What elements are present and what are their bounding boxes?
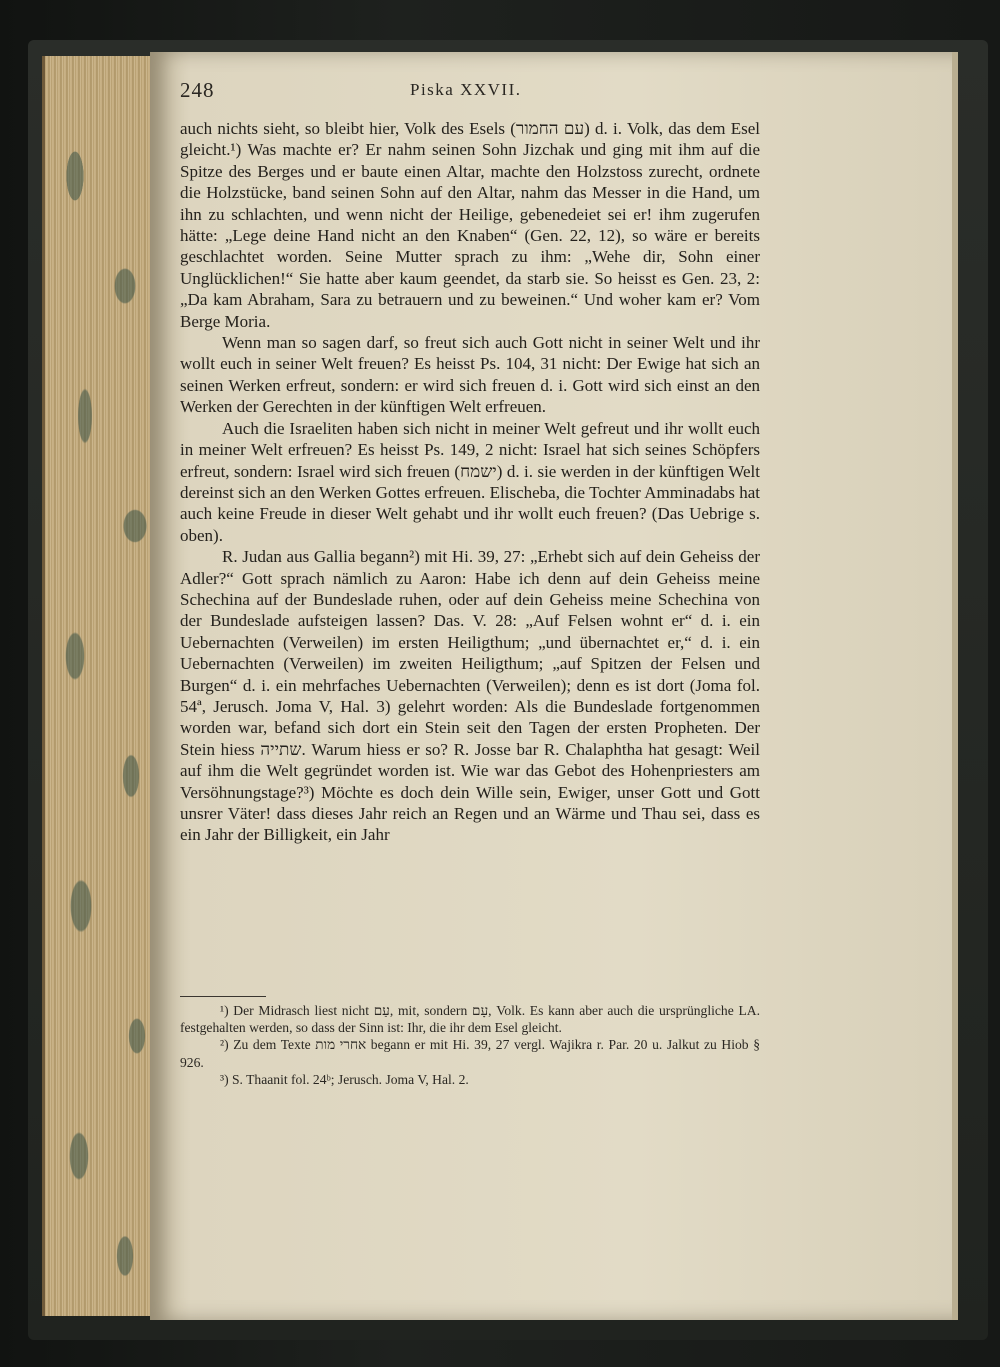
marbling-pattern <box>45 56 165 1316</box>
paragraph: Auch die Israeliten haben sich nicht in meiner Welt gefreut und ihr wollt euch in meiner Welt erfreuen? Es heisst Ps. 149, 2 nicht: Israel hat sich seines Schöpfers erfreut, sondern: Israel wird sich freuen (ישמח) d. i. sie werden in der künftigen Welt dereinst sich an den Werken Gottes erfreuen. Elischeba, die Tochter Amminadabs hat auch keine Freude in dieser Welt gehabt und ihr wollt euch freuen? (Das Uebrige s. oben). <box>180 418 761 545</box>
footnote-rule <box>180 996 266 997</box>
page-number: 248 <box>180 78 215 102</box>
footnote: ²) Zu dem Texte אחרי מות begann er mit Hi. 39, 27 vergl. Wajikra r. Par. 20 u. Jalkut zu Hiob § 926. <box>180 1037 761 1070</box>
marbled-page-edges <box>42 56 165 1316</box>
body-text <box>180 118 760 846</box>
footnote: ¹) Der Midrasch liest nicht עַם, mit, sondern עָם, Volk. Es kann aber auch die ursprüngliche LA. festgehalten werden, so dass der Sinn ist: Ihr, die ihr dem Esel gleicht. <box>180 1003 760 1036</box>
running-head <box>180 78 760 108</box>
page-edge <box>952 52 958 1320</box>
paragraph: auch nichts sieht, so bleibt hier, Volk des Esels (עם החמור) d. i. Volk, das dem Esel gleicht.¹) Was machte er? Er nahm seinen Sohn Jizchak und ging mit ihm auf die Spitze des Berges und er baute einen Altar, machte den Holzstoss zurecht, ordnete die Holzstücke, band seinen Sohn auf den Altar, nahm das Messer in die Hand, um ihn zu schlachten, und wenn nicht der Heilige, gebenedeiet sei er! ihm zugerufen hätte: „Lege deine Hand nicht an den Knaben“ (Gen. 22, 12), so wäre er bereits geschlachtet worden. Seine Mutter sprach zu ihm: „Wehe dir, Sohn einer Unglücklichen!“ Sie hatte aber kaum geendet, da starb sie. So heisst es Gen. 23, 2: „Da kam Abraham, Sara zu betrauern und zu beweinen.“ Und woher kam er? Vom Berge Moria. <box>180 119 760 331</box>
footnote: ³) S. Thaanit fol. 24ᵇ; Jerusch. Joma V, Hal. 2. <box>220 1071 469 1087</box>
paragraph: R. Judan aus Gallia begann²) mit Hi. 39, 27: „Erhebt sich auf dein Geheiss der Adler?“ Gott sprach nämlich zu Aaron: Habe ich denn auf dein Geheiss meine Schechina auf der Bundeslade ruhen, oder auf dein Geheiss meine Schechina von der Bundeslade aufsteigen lassen? Das. V. 28: „Auf Felsen wohnt er“ d. i. ein Uebernachten (Verweilen) im ersten Heiligthum; „und übernachtet er,“ d. i. ein Uebernachten (Verweilen) im zweiten Heiligthum; „auf Spitzen der Felsen und Burgen“ d. i. ein mehrfaches Uebernachten (Verweilen); denn es ist dort (Joma fol. 54ª, Jerusch. Joma V, Hal. 3) gelehrt worden: Als die Bundeslade fortgenommen worden war, befand sich dort ein Stein seit den Tagen der ersten Propheten. Der Stein hiess שתייה. Warum hiess er so? R. Josse bar R. Chalaphtha hat gesagt: Weil auf ihm die Welt gegründet worden ist. Wie war das Gebot des Hohenpriesters am Versöhnungstage?³) Möchte es doch dein Wille sein, Ewiger, unser Gott und Gott unsrer Väter! dass dieses Jahr reich an Regen und an Wärme und Thau sei, dass es ein Jahr der Billigkeit, ein Jahr <box>180 547 760 845</box>
paragraph: Wenn man so sagen darf, so freut sich auch Gott nicht in seiner Welt und ihr wollt euch in seiner Welt freuen? Es heisst Ps. 104, 31 nicht: Der Ewige hat sich an seinen Werken erfreut, sondern: er wird sich freuen d. i. Gott wird sich einst an den Werken der Gerechten in der künftigen Welt erfreuen. <box>180 333 760 417</box>
footnotes <box>180 1002 760 1088</box>
running-title: Piska XXVII. <box>410 80 522 99</box>
